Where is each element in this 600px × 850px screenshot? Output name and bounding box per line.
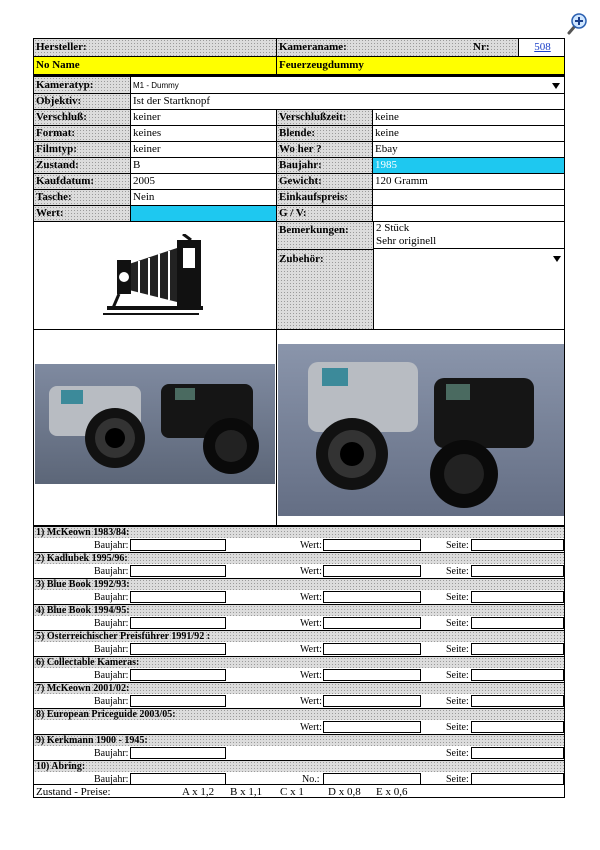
ref-title: 5) Österreichischer Preisführer 1991/92 : — [34, 630, 564, 642]
bemerkungen-line-2: Sehr originell — [376, 235, 437, 247]
ref-field-label: Seite: — [446, 644, 469, 655]
format-value[interactable]: keines — [130, 126, 276, 141]
seite-input[interactable] — [471, 591, 564, 603]
ref-field-label: Seite: — [446, 566, 469, 577]
verschlusszeit-label: Verschlußzeit: — [276, 110, 372, 125]
ref-title: 6) Collectable Kameras: — [34, 656, 564, 668]
ref-row — [34, 617, 564, 630]
blende-value[interactable]: keine — [372, 126, 564, 141]
wert-input[interactable] — [323, 721, 421, 733]
ref-field-label: Seite: — [446, 696, 469, 707]
ref-field-label: Baujahr: — [94, 696, 129, 707]
ref-field-label: No.: — [302, 774, 320, 785]
ref-field-label: Wert: — [300, 722, 322, 733]
wert-input[interactable] — [323, 617, 421, 629]
seite-input[interactable] — [471, 539, 564, 551]
ref-field-label: Seite: — [446, 774, 469, 785]
baujahr-input[interactable] — [130, 539, 226, 551]
wert-value[interactable] — [130, 206, 276, 221]
hersteller-value[interactable]: No Name — [34, 57, 276, 74]
ref-field-label: Seite: — [446, 618, 469, 629]
kaufdatum-label: Kaufdatum: — [34, 174, 130, 189]
ref-field-label: Wert: — [300, 540, 322, 551]
ref-row — [34, 747, 564, 760]
format-label: Format: — [34, 126, 130, 141]
price-factor-b: B x 1,1 — [230, 786, 263, 798]
price-factor-a: A x 1,2 — [182, 786, 215, 798]
baujahr-value[interactable]: 1985 — [372, 158, 564, 173]
camera-photo-right — [278, 344, 564, 516]
divider — [277, 249, 373, 250]
ref-row — [34, 539, 564, 552]
bellows-camera-icon — [99, 234, 211, 320]
zustand-preise-footer — [34, 784, 564, 799]
wert-label: Wert: — [34, 206, 130, 221]
wert-input[interactable] — [323, 539, 421, 551]
bemerkungen-area — [276, 222, 564, 329]
zubehoer-select[interactable] — [373, 249, 564, 329]
baujahr-input[interactable] — [130, 669, 226, 681]
ref-row — [34, 669, 564, 682]
seite-input[interactable] — [471, 695, 564, 707]
einkaufspreis-label: Einkaufspreis: — [276, 190, 372, 205]
ref-field-label: Baujahr: — [94, 748, 129, 759]
ref-field-label: Baujahr: — [94, 618, 129, 629]
ref-title: 3) Blue Book 1992/93: — [34, 578, 564, 590]
seite-input[interactable] — [471, 721, 564, 733]
wert-input[interactable] — [323, 643, 421, 655]
ref-field-label: Seite: — [446, 592, 469, 603]
kameratyp-select[interactable] — [130, 77, 564, 93]
nr-link[interactable]: 508 — [534, 41, 551, 53]
einkaufspreis-value[interactable] — [372, 190, 564, 205]
hersteller-label: Hersteller: — [34, 39, 276, 56]
camera-photo-left — [35, 364, 275, 484]
kameraname-label — [276, 39, 518, 56]
bemerkungen-label: Bemerkungen: — [279, 224, 349, 236]
wert-input[interactable] — [323, 565, 421, 577]
price-factor-e: E x 0,6 — [376, 786, 408, 798]
zustand-value[interactable]: B — [130, 158, 276, 173]
ref-field-label: Baujahr: — [94, 540, 129, 551]
ref-field-label: Baujahr: — [94, 592, 129, 603]
ref-field-label: Seite: — [446, 670, 469, 681]
camera-record-sheet — [33, 38, 565, 798]
chevron-down-icon[interactable] — [553, 256, 561, 262]
baujahr-input[interactable] — [130, 695, 226, 707]
camera-photo-right-drawing — [278, 344, 564, 516]
kaufdatum-value[interactable]: 2005 — [130, 174, 276, 189]
ref-row — [34, 695, 564, 708]
baujahr-input[interactable] — [130, 565, 226, 577]
verschlusszeit-value[interactable]: keine — [372, 110, 564, 125]
filmtyp-value[interactable]: keiner — [130, 142, 276, 157]
kameratyp-value: M1 - Dummy — [133, 81, 179, 90]
ref-field-label: Wert: — [300, 618, 322, 629]
gv-label: G / V: — [276, 206, 372, 221]
kameratyp-label: Kameratyp: — [34, 77, 130, 93]
blende-label: Blende: — [276, 126, 372, 141]
ref-title: 9) Kerkmann 1900 - 1945: — [34, 734, 564, 746]
zustand-label: Zustand: — [34, 158, 130, 173]
gewicht-label: Gewicht: — [276, 174, 372, 189]
price-factor-c: C x 1 — [280, 786, 304, 798]
wert-input[interactable] — [323, 591, 421, 603]
ref-row — [34, 565, 564, 578]
seite-input[interactable] — [471, 747, 564, 759]
ref-row — [34, 591, 564, 604]
ref-field-label: Baujahr: — [94, 774, 129, 785]
ref-field-label: Baujahr: — [94, 670, 129, 681]
camera-photo-left-drawing — [35, 364, 275, 484]
ref-title: 7) McKeown 2001/02: — [34, 682, 564, 694]
filmtyp-label: Filmtyp: — [34, 142, 130, 157]
wert-input[interactable] — [323, 695, 421, 707]
nr-value[interactable] — [518, 39, 564, 56]
baujahr-input[interactable] — [130, 591, 226, 603]
baujahr-input[interactable] — [130, 617, 226, 629]
ref-field-label: Seite: — [446, 722, 469, 733]
objektiv-label: Objektiv: — [34, 94, 130, 109]
tasche-value[interactable]: Nein — [130, 190, 276, 205]
footer-label: Zustand - Preise: — [36, 786, 111, 798]
kameraname-label-text: Kameraname: — [279, 41, 347, 53]
logo-area — [34, 222, 276, 329]
wert-input[interactable] — [323, 669, 421, 681]
photo-left-area — [34, 330, 276, 525]
ref-row — [34, 643, 564, 656]
zoom-in-icon[interactable] — [566, 12, 588, 36]
bemerkungen-field[interactable] — [373, 222, 564, 249]
chevron-down-icon[interactable] — [552, 83, 560, 89]
seite-input[interactable] — [471, 643, 564, 655]
seite-input[interactable] — [471, 617, 564, 629]
price-factor-d: D x 0,8 — [328, 786, 361, 798]
ref-field-label: Baujahr: — [94, 566, 129, 577]
ref-title: 2) Kadlubek 1995/96: — [34, 552, 564, 564]
zubehoer-label: Zubehör: — [279, 253, 324, 265]
ref-field-label: Seite: — [446, 748, 469, 759]
ref-field-label: Wert: — [300, 696, 322, 707]
woher-label: Wo her ? — [276, 142, 372, 157]
seite-input[interactable] — [471, 565, 564, 577]
bemerkungen-line-1: 2 Stück — [376, 222, 410, 234]
verschluss-value[interactable]: keiner — [130, 110, 276, 125]
baujahr-input[interactable] — [130, 643, 226, 655]
gewicht-value[interactable]: 120 Gramm — [372, 174, 564, 189]
ref-row — [34, 721, 564, 734]
ref-field-label: Wert: — [300, 592, 322, 603]
gv-value[interactable] — [372, 206, 564, 221]
verschluss-label: Verschluß: — [34, 110, 130, 125]
ref-title: 4) Blue Book 1994/95: — [34, 604, 564, 616]
ref-title: 1) McKeown 1983/84: — [34, 526, 564, 538]
kameraname-value[interactable]: Feuerzeugdummy — [276, 57, 564, 74]
ref-field-label: Wert: — [300, 670, 322, 681]
objektiv-value[interactable]: Ist der Startknopf — [130, 94, 564, 109]
ref-title: 8) European Priceguide 2003/05: — [34, 708, 564, 720]
ref-field-label: Wert: — [300, 566, 322, 577]
woher-value[interactable]: Ebay — [372, 142, 564, 157]
photo-right-area — [276, 330, 564, 525]
tasche-label: Tasche: — [34, 190, 130, 205]
baujahr-label: Baujahr: — [276, 158, 372, 173]
baujahr-input[interactable] — [130, 747, 226, 759]
ref-title: 10) Abring: — [34, 760, 564, 772]
ref-field-label: Seite: — [446, 540, 469, 551]
seite-input[interactable] — [471, 669, 564, 681]
ref-field-label: Baujahr: — [94, 644, 129, 655]
notes-label-column — [277, 222, 373, 329]
ref-field-label: Wert: — [300, 644, 322, 655]
nr-label: Nr: — [473, 41, 490, 53]
